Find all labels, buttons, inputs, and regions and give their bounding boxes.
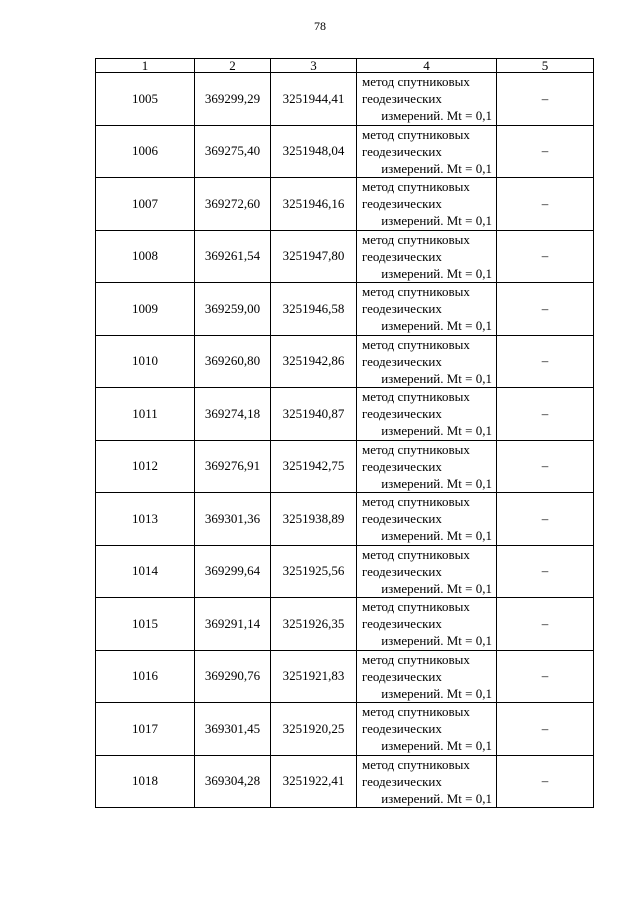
x-coordinate-cell: 369261,54	[195, 230, 271, 283]
method-text-line: измерений. Mt = 0,1	[381, 318, 492, 334]
point-number-cell: 1018	[96, 755, 195, 808]
table-row	[96, 650, 594, 703]
method-text-line: измерений. Mt = 0,1	[381, 738, 492, 754]
table-row	[96, 230, 594, 283]
method-text-line: измерений. Mt = 0,1	[381, 370, 492, 386]
point-number-cell: 1011	[96, 388, 195, 441]
y-coordinate-cell: 3251921,83	[271, 650, 357, 703]
method-text-line: измерений. Mt = 0,1	[381, 423, 492, 439]
table-row	[96, 125, 594, 178]
column5-cell: –	[497, 73, 594, 126]
method-cell	[357, 440, 497, 493]
column5-cell: –	[497, 755, 594, 808]
method-text-line: метод спутниковых	[362, 336, 470, 352]
method-text-line: метод спутниковых	[362, 756, 470, 772]
method-text-line: геодезических	[362, 196, 442, 212]
method-text-line: геодезических	[362, 406, 442, 422]
column-header: 5	[497, 59, 594, 73]
method-text-line: геодезических	[362, 301, 442, 317]
table-row	[96, 545, 594, 598]
method-text-line: измерений. Mt = 0,1	[381, 528, 492, 544]
method-text-line: геодезических	[362, 616, 442, 632]
x-coordinate-cell: 369299,64	[195, 545, 271, 598]
table-header-row	[96, 59, 594, 73]
column5-cell: –	[497, 388, 594, 441]
column-header: 2	[195, 59, 271, 73]
x-coordinate-cell: 369290,76	[195, 650, 271, 703]
point-number-cell: 1008	[96, 230, 195, 283]
method-text-line: измерений. Mt = 0,1	[381, 633, 492, 649]
method-text-line: геодезических	[362, 353, 442, 369]
method-cell	[357, 545, 497, 598]
method-text-line: метод спутниковых	[362, 179, 470, 195]
method-text-line: измерений. Mt = 0,1	[381, 685, 492, 701]
point-number-cell: 1006	[96, 125, 195, 178]
column5-cell: –	[497, 703, 594, 756]
y-coordinate-cell: 3251926,35	[271, 598, 357, 651]
x-coordinate-cell: 369304,28	[195, 755, 271, 808]
point-number-cell: 1013	[96, 493, 195, 546]
point-number-cell: 1015	[96, 598, 195, 651]
point-number-cell: 1017	[96, 703, 195, 756]
x-coordinate-cell: 369301,36	[195, 493, 271, 546]
point-number-cell: 1014	[96, 545, 195, 598]
point-number-cell: 1005	[96, 73, 195, 126]
x-coordinate-cell: 369299,29	[195, 73, 271, 126]
table-row	[96, 178, 594, 231]
point-number-cell: 1007	[96, 178, 195, 231]
y-coordinate-cell: 3251942,86	[271, 335, 357, 388]
table-row	[96, 755, 594, 808]
column-header: 1	[96, 59, 195, 73]
method-text-line: метод спутниковых	[362, 231, 470, 247]
method-text-line: измерений. Mt = 0,1	[381, 265, 492, 281]
method-text-line: метод спутниковых	[362, 441, 470, 457]
method-text-line: метод спутниковых	[362, 546, 470, 562]
method-cell	[357, 178, 497, 231]
method-text-line: геодезических	[362, 563, 442, 579]
table-body	[96, 73, 594, 808]
y-coordinate-cell: 3251947,80	[271, 230, 357, 283]
y-coordinate-cell: 3251942,75	[271, 440, 357, 493]
x-coordinate-cell: 369259,00	[195, 283, 271, 336]
column5-cell: –	[497, 598, 594, 651]
method-text-line: геодезических	[362, 721, 442, 737]
method-text-line: геодезических	[362, 143, 442, 159]
y-coordinate-cell: 3251922,41	[271, 755, 357, 808]
column5-cell: –	[497, 178, 594, 231]
method-cell	[357, 650, 497, 703]
y-coordinate-cell: 3251925,56	[271, 545, 357, 598]
method-text-line: геодезических	[362, 773, 442, 789]
column5-cell: –	[497, 440, 594, 493]
method-text-line: геодезических	[362, 248, 442, 264]
method-text-line: метод спутниковых	[362, 284, 470, 300]
method-cell	[357, 230, 497, 283]
coordinates-table	[95, 58, 594, 808]
method-text-line: метод спутниковых	[362, 704, 470, 720]
method-text-line: метод спутниковых	[362, 599, 470, 615]
method-text-line: измерений. Mt = 0,1	[381, 790, 492, 806]
column5-cell: –	[497, 125, 594, 178]
method-text-line: измерений. Mt = 0,1	[381, 580, 492, 596]
column-header: 3	[271, 59, 357, 73]
method-text-line: измерений. Mt = 0,1	[381, 108, 492, 124]
column-header: 4	[357, 59, 497, 73]
table-row	[96, 388, 594, 441]
column5-cell: –	[497, 230, 594, 283]
method-cell	[357, 335, 497, 388]
method-cell	[357, 388, 497, 441]
point-number-cell: 1009	[96, 283, 195, 336]
y-coordinate-cell: 3251944,41	[271, 73, 357, 126]
page-number: 78	[314, 19, 326, 33]
method-text-line: метод спутниковых	[362, 651, 470, 667]
x-coordinate-cell: 369274,18	[195, 388, 271, 441]
y-coordinate-cell: 3251946,16	[271, 178, 357, 231]
x-coordinate-cell: 369291,14	[195, 598, 271, 651]
y-coordinate-cell: 3251938,89	[271, 493, 357, 546]
method-text-line: геодезических	[362, 511, 442, 527]
method-text-line: геодезических	[362, 91, 442, 107]
table-row	[96, 493, 594, 546]
x-coordinate-cell: 369301,45	[195, 703, 271, 756]
method-text-line: геодезических	[362, 458, 442, 474]
method-cell	[357, 598, 497, 651]
y-coordinate-cell: 3251940,87	[271, 388, 357, 441]
y-coordinate-cell: 3251948,04	[271, 125, 357, 178]
method-text-line: измерений. Mt = 0,1	[381, 160, 492, 176]
table-row	[96, 283, 594, 336]
column5-cell: –	[497, 493, 594, 546]
method-text-line: метод спутниковых	[362, 389, 470, 405]
x-coordinate-cell: 369275,40	[195, 125, 271, 178]
column5-cell: –	[497, 335, 594, 388]
x-coordinate-cell: 369272,60	[195, 178, 271, 231]
method-cell	[357, 283, 497, 336]
point-number-cell: 1012	[96, 440, 195, 493]
method-text-line: метод спутниковых	[362, 74, 470, 90]
table-row	[96, 598, 594, 651]
table-row	[96, 335, 594, 388]
column5-cell: –	[497, 545, 594, 598]
method-text-line: метод спутниковых	[362, 126, 470, 142]
table-row	[96, 703, 594, 756]
method-cell	[357, 755, 497, 808]
method-cell	[357, 493, 497, 546]
x-coordinate-cell: 369260,80	[195, 335, 271, 388]
point-number-cell: 1010	[96, 335, 195, 388]
table-row	[96, 73, 594, 126]
column5-cell: –	[497, 650, 594, 703]
x-coordinate-cell: 369276,91	[195, 440, 271, 493]
method-text-line: геодезических	[362, 668, 442, 684]
y-coordinate-cell: 3251946,58	[271, 283, 357, 336]
column5-cell: –	[497, 283, 594, 336]
method-text-line: метод спутниковых	[362, 494, 470, 510]
method-cell	[357, 125, 497, 178]
table-row	[96, 440, 594, 493]
y-coordinate-cell: 3251920,25	[271, 703, 357, 756]
method-text-line: измерений. Mt = 0,1	[381, 213, 492, 229]
method-text-line: измерений. Mt = 0,1	[381, 475, 492, 491]
point-number-cell: 1016	[96, 650, 195, 703]
method-cell	[357, 73, 497, 126]
method-cell	[357, 703, 497, 756]
